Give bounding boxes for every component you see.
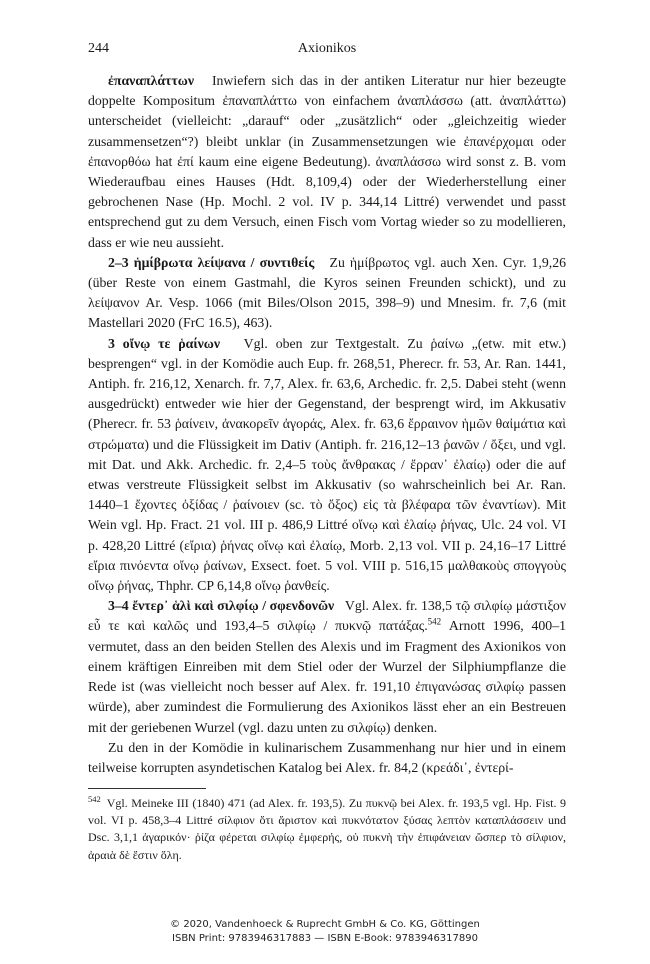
paragraph-text: Zu ἡμίβρωτος vgl. auch Xen. Cyr. 1,9,26 (über Reste von einem Gastmahl, die Kyros seinen Freunden schickt), und zu λείψανον Ar. Vesp. 1066 (mit Biles/Olson 2015, 398–9) und Mnesim. fr. 7,6 (mit Mastellari 2020 (FrC 16.5), 463). [88,254,566,331]
paragraph-hemibrota [88,253,566,334]
lemma: ἐπαναπλάττων [108,73,195,88]
paragraph-oino-te-rhainon [88,334,566,597]
copyright-line: © 2020, Vandenhoeck & Ruprecht GmbH & Co. KG, Göttingen [170,919,480,930]
paragraph-continuation [88,738,566,778]
footnote [88,795,566,864]
lemma: 3 οἴνῳ τε ῥαίνων [108,335,221,351]
footnote-ref[interactable]: 542 [427,616,442,627]
copyright-footer [0,918,650,946]
running-title: Axionikos [297,41,357,56]
lemma: 3–4 ἔντερ᾽ ἁλὶ καὶ σιλφίῳ / σφενδονῶν [108,598,335,614]
footnote-text: Vgl. Meineke III (1840) 471 (ad Alex. fr. 193,5). Zu πυκνῷ bei Alex. fr. 193,5 vgl. Hp. Fist. 9 vol. VI p. 458,3–4 Littré σίλφιον ὅτι ἄριστον καὶ πυκνότατον ξύσας λεπτὸν καταπλάσσειν und Dsc. 3,1,1 ἀγαρικόν· ῥίζα φέρεται σιλφίῳ ἐμφερής, οὐ πυκνὴ τὴν ἐπιφάνειαν ὥσπερ τὸ σίλφιον, ἀραιὰ δὲ ἔστιν ὅλη. [88,796,566,862]
footnote-separator [88,788,206,789]
paragraph-text: Vgl. oben zur Textgestalt. Zu ῥαίνω „(etw. mit etw.) besprengen“ vgl. in der Komödie auch Eup. fr. 268,51, Pherecr. fr. 53, Ar. Ran. 1441, Antiph. fr. 216,12, Xenarch. fr. 7,7, Alex. fr. 63,6, Archedic. fr. 2,5. Dabei steht (wenn ausgedrückt) entweder wie hier der Gegenstand, der besprengt wird, im Akkusativ (Pherecr. fr. 53 ῥαίνειν, ἀνακορεῖν ἀγοράς, Alex. fr. 63,6 ἔρραινον ἡμῶν θαἰμάτια καὶ στρώματα) und die Flüssigkeit im Dativ (Antiph. fr. 216,12–13 ῥανῶν / ὄξει, und vgl. mit Dat. und Akk. Archedic. fr. 2,4–5 τοὺς ἄνθρακας / ἔρραν᾽ ἐλαίῳ) oder die auf etwas verstreute Flüssigkeit selbst im Akkusativ (so wahrscheinlich bei Ar. Ran. 1440–1 ἔχοντες ὀξίδας / ῥαίνοιεν (sc. τὸ ὄξος) εἰς τὰ βλέφαρα τῶν ἐναντίων). Mit Wein vgl. Hp. Fract. 21 vol. III p. 486,9 Littré οἴνῳ καὶ ἐλαίῳ ῥήνας, Ulc. 24 vol. VI p. 428,20 Littré (εἴρια) ῥήνας οἴνῳ καὶ ἐλαίῳ, Morb. 2,13 vol. VII p. 24,16–17 Littré εἴρια πινόεντα οἴνῳ ῥαίνων, Exsect. foet. 5 vol. VIII p. 516,15 μαλθακοὺς σπογγοὺς οἴνῳ ῥήνας, Thphr. CP 6,14,8 οἴνῳ ῥανθείς. [88,335,566,594]
paragraph-enter-hali [88,596,566,737]
paragraph-text: Inwiefern sich das in der antiken Literatur nur hier bezeugte doppelte Kompositum ἐπαναπλάττω von einfachem ἀναπλάσσω (att. ἀναπλάττω) unterscheidet (vielleicht: „darauf“ oder „zusätzlich“ oder „gleichzeitig wieder zusammensetzen“?) bleibt unklar (in Zusammensetzungen wie ἐπανέρχομαι oder ἐπανορθόω hat ἐπί kaum eine eigene Bedeutung). ἀναπλάσσω wird sonst z. B. vom Wiederaufbau eines Hauses (Hdt. 8,109,4) oder der Wiederherstellung einer gebrochenen Nase (Hp. Mochl. 2 vol. IV p. 344,14 Littré) verwendet und passt entsprechend gut zu dem Versuch, einen Fisch vom Vortag wieder so zu modellieren, dass er wie neu aussieht. [88,73,566,250]
paragraph-text-continued: Arnott 1996, 400–1 vermutet, dass an den beiden Stellen des Alexis und im Fragment des Axionikos von einem kräftigen Einreiben mit dem Stiel oder der Wurzel der Silphiumpflanze die Rede ist (was vielleicht noch besser auf Alex. fr. 191,10 ἐπιγανώσας σιλφίῳ passen würde), aber zumindest die Formulierung des Axionikos lässt eher an ein Bestreuen mit der geriebenen Wurzel (vgl. dazu unten zu σιλφίῳ) denken. [88,618,566,735]
lemma: 2–3 ἡμίβρωτα λείψανα / συντιθείς [108,254,315,270]
footnote-number: 542 [88,794,101,804]
running-header [88,41,566,61]
paragraph-epanaplatton [88,71,566,253]
commentary-body [88,71,566,778]
paragraph-text: Zu den in der Komödie in kulinarischem Zusammenhang nur hier und in einem teilweise korrupten asyndetischen Katalog bei Alex. fr. 84,2 (κρεάδι᾽, ἐντερί- [88,739,566,775]
page-number: 244 [88,41,109,56]
isbn-line: ISBN Print: 9783946317883 — ISBN E-Book: 9783946317890 [172,933,478,944]
paragraph-text: Vgl. Alex. fr. 138,5 τῷ σιλφίῳ μάστιξον εὖ τε καὶ καλῶς und 193,4–5 σιλφίῳ / πυκνῷ πατάξας. [88,598,566,634]
